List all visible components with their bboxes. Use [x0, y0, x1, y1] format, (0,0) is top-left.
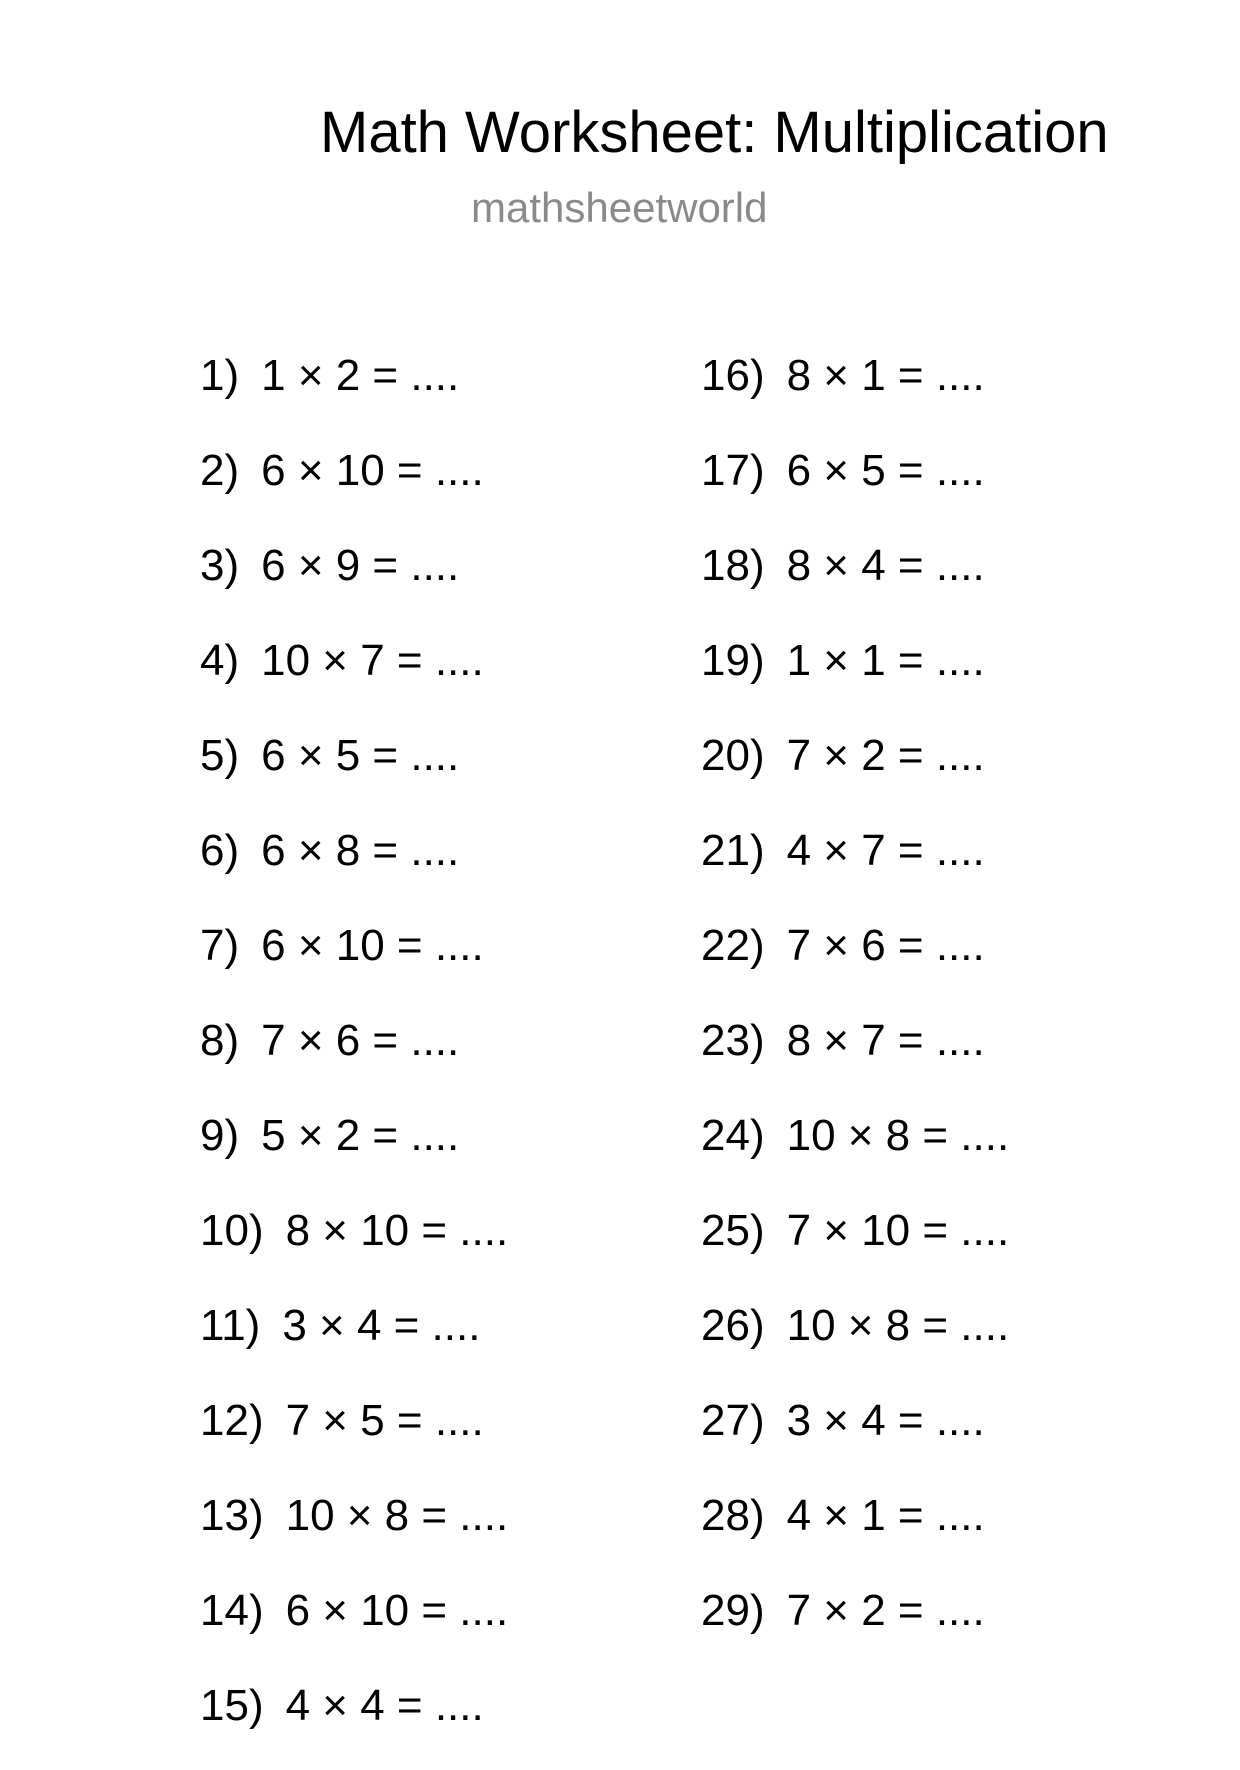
problem-number: 8): [200, 1016, 240, 1065]
problem-item: [200, 1010, 508, 1105]
problem-number: 3): [200, 541, 240, 590]
problem-expression: 3 × 4 = ....: [786, 1396, 985, 1445]
problem-item: [200, 915, 508, 1010]
problem-item: [200, 630, 508, 725]
problem-item: [200, 820, 508, 915]
problem-number: 19): [701, 636, 765, 685]
problem-item: [200, 535, 508, 630]
problem-number: 9): [200, 1111, 240, 1160]
problem-column-right: [701, 345, 1009, 1675]
problem-item: [200, 440, 508, 535]
problem-item: [701, 630, 1009, 725]
problem-expression: 6 × 10 = ....: [261, 921, 484, 970]
problem-item: [200, 1200, 508, 1295]
problem-expression: 1 × 1 = ....: [786, 636, 985, 685]
problem-number: 22): [701, 921, 765, 970]
problem-number: 28): [701, 1491, 765, 1540]
problem-item: [701, 725, 1009, 820]
problem-item: [200, 1390, 508, 1485]
problem-expression: 4 × 7 = ....: [786, 826, 985, 875]
problem-number: 2): [200, 446, 240, 495]
problem-number: 23): [701, 1016, 765, 1065]
problem-number: 4): [200, 636, 240, 685]
problem-expression: 7 × 2 = ....: [786, 1586, 985, 1635]
problem-expression: 7 × 2 = ....: [786, 731, 985, 780]
problem-number: 10): [200, 1206, 264, 1255]
problem-expression: 6 × 8 = ....: [261, 826, 460, 875]
problem-item: [701, 440, 1009, 535]
problem-expression: 10 × 8 = ....: [786, 1111, 1010, 1160]
problem-expression: 3 × 4 = ....: [282, 1301, 481, 1350]
problem-expression: 6 × 5 = ....: [261, 731, 460, 780]
problem-expression: 8 × 1 = ....: [786, 351, 985, 400]
problem-item: [701, 1295, 1009, 1390]
problem-item: [200, 725, 508, 820]
problem-expression: 8 × 4 = ....: [786, 541, 985, 590]
problem-expression: 10 × 8 = ....: [285, 1491, 509, 1540]
problem-item: [701, 1390, 1009, 1485]
problem-expression: 10 × 7 = ....: [261, 636, 484, 685]
problem-item: [701, 820, 1009, 915]
problem-item: [701, 1485, 1009, 1580]
problem-item: [200, 1580, 508, 1675]
page-title: Math Worksheet: Multiplication: [320, 100, 1109, 165]
problem-number: 16): [701, 351, 765, 400]
problem-expression: 4 × 4 = ....: [285, 1681, 484, 1730]
problem-number: 15): [200, 1681, 264, 1730]
problem-expression: 7 × 5 = ....: [285, 1396, 484, 1445]
problem-item: [701, 1200, 1009, 1295]
problem-expression: 8 × 7 = ....: [786, 1016, 985, 1065]
problem-expression: 6 × 10 = ....: [285, 1586, 509, 1635]
problem-number: 1): [200, 351, 240, 400]
problem-item: [701, 1105, 1009, 1200]
problem-number: 25): [701, 1206, 765, 1255]
problem-item: [200, 1105, 508, 1200]
problem-expression: 10 × 8 = ....: [786, 1301, 1010, 1350]
problem-item: [701, 1580, 1009, 1675]
problem-number: 17): [701, 446, 765, 495]
problem-item: [200, 1295, 508, 1390]
problem-expression: 1 × 2 = ....: [261, 351, 460, 400]
problem-item: [701, 535, 1009, 630]
problem-expression: 8 × 10 = ....: [285, 1206, 509, 1255]
problem-expression: 7 × 6 = ....: [786, 921, 985, 970]
problem-number: 18): [701, 541, 765, 590]
problem-number: 14): [200, 1586, 264, 1635]
problem-item: [200, 1485, 508, 1580]
problem-expression: 6 × 9 = ....: [261, 541, 460, 590]
problem-item: [200, 1675, 508, 1770]
problem-number: 13): [200, 1491, 264, 1540]
problem-number: 6): [200, 826, 240, 875]
problem-expression: 7 × 6 = ....: [261, 1016, 460, 1065]
problem-expression: 5 × 2 = ....: [261, 1111, 460, 1160]
problem-expression: 7 × 10 = ....: [786, 1206, 1010, 1255]
problem-number: 11): [200, 1301, 261, 1350]
problem-item: [701, 345, 1009, 440]
problem-column-left: [200, 345, 508, 1770]
problem-expression: 4 × 1 = ....: [786, 1491, 985, 1540]
problem-number: 12): [200, 1396, 264, 1445]
problem-item: [701, 1010, 1009, 1105]
problem-number: 21): [701, 826, 765, 875]
problem-number: 26): [701, 1301, 765, 1350]
problem-number: 5): [200, 731, 240, 780]
problem-number: 7): [200, 921, 240, 970]
site-name: mathsheetworld: [471, 184, 768, 231]
problem-number: 27): [701, 1396, 765, 1445]
problem-item: [701, 915, 1009, 1010]
problem-expression: 6 × 10 = ....: [261, 446, 484, 495]
problem-number: 20): [701, 731, 765, 780]
problem-expression: 6 × 5 = ....: [786, 446, 985, 495]
problem-number: 24): [701, 1111, 765, 1160]
problem-number: 29): [701, 1586, 765, 1635]
problem-item: [200, 345, 508, 440]
